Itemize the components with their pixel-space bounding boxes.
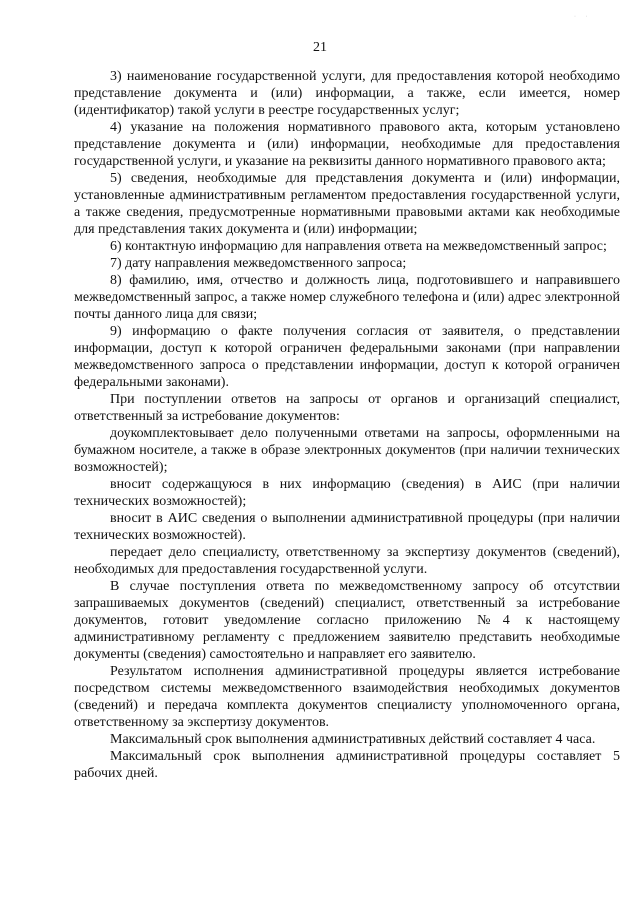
paragraph-item-8: 8) фамилию, имя, отчество и должность лица, подготовившего и направившего межведомственный запрос, а также номер служебного телефона и (или) адрес электронной почты данного лица для связи;: [74, 273, 620, 322]
scan-mark: · ·: [574, 14, 592, 20]
paragraph-item-5: 5) сведения, необходимые для представления документа и (или) информации, установленные административным регламентом предоставления государственной услуги, а также сведения, предусмотренные нормативными правовыми актами как необходимые для представления таких документа и (или) информации;: [74, 171, 620, 237]
page-number: 21: [313, 40, 327, 55]
document-body: [74, 68, 620, 782]
paragraph-item-9: 9) информацию о факте получения согласия от заявителя, о представлении информации, доступ к которой ограничен федеральными законами (при направлении межведомственного запроса о представлении информации, доступ к которой ограничен федеральными законами).: [74, 324, 620, 390]
paragraph-item-6: 6) контактную информацию для направления ответа на межведомственный запрос;: [110, 239, 607, 254]
paragraph-item-4: 4) указание на положения нормативного правового акта, которым установлено представление документа и (или) информации, необходимые для предоставления государственной услуги, и указание на реквизиты данного нормативного правового акта;: [74, 120, 620, 169]
paragraph-complete-file: доукомплектовывает дело полученными ответами на запросы, оформленными на бумажном носителе, а также в образе электронных документов (при наличии технических возможностей);: [74, 426, 620, 475]
paragraph-missing-docs: В случае поступления ответа по межведомственному запросу об отсутствии запрашиваемых документов (сведений) специалист, ответственный за истребование документов, готовит уведомление согласно приложению №4 к настоящему административному регламенту с предложением заявителю представить необходимые документы (сведения) самостоятельно и направляет его заявителю.: [74, 579, 620, 662]
paragraph-item-3: 3) наименование государственной услуги, для предоставления которой необходимо представление документа и (или) информации, а также, если имеется, номер (идентификатор) такой услуги в реестре государственных услуг;: [74, 69, 620, 118]
paragraph-max-actions-time: Максимальный срок выполнения административных действий составляет 4 часа.: [110, 732, 596, 747]
paragraph-responses-intro: При поступлении ответов на запросы от органов и организаций специалист, ответственный за истребование документов:: [74, 392, 620, 424]
paragraph-transfer-file: передает дело специалисту, ответственному за экспертизу документов (сведений), необходимых для предоставления государственной услуги.: [74, 545, 620, 577]
paragraph-enter-ais-info: вносит содержащуюся в них информацию (сведения) в АИС (при наличии технических возможностей);: [74, 477, 620, 509]
paragraph-enter-ais-status: вносит в АИС сведения о выполнении административной процедуры (при наличии технических возможностей).: [74, 511, 620, 543]
paragraph-max-procedure-time: Максимальный срок выполнения административной процедуры составляет 5 рабочих дней.: [74, 749, 620, 781]
paragraph-result: Результатом исполнения административной процедуры является истребование посредством системы межведомственного взаимодействия необходимых документов (сведений) и передача комплекта документов специалисту уполномоченного органа, ответственному за экспертизу документов.: [74, 664, 620, 730]
paragraph-item-7: 7) дату направления межведомственного запроса;: [110, 256, 407, 271]
